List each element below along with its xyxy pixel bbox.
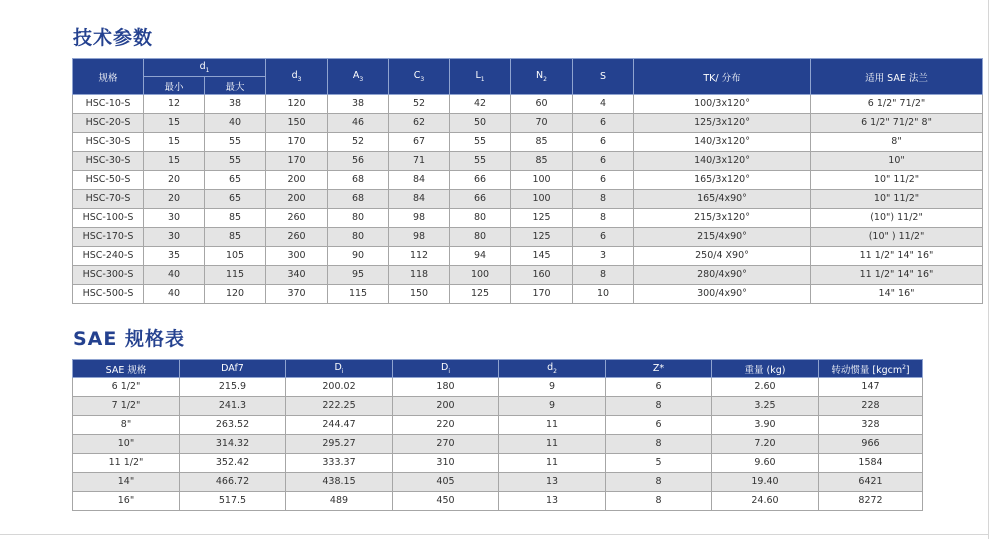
table-cell: 140/3x120° [634,133,811,152]
table-cell: 66 [450,171,511,190]
table-cell: 328 [819,416,923,435]
table-cell: 145 [511,247,573,266]
table-cell: 6421 [819,473,923,492]
table-row [73,228,983,247]
table-cell: 450 [393,492,499,511]
table-cell: 15 [144,114,205,133]
table-cell: 8 [606,473,712,492]
table-cell: 71 [389,152,450,171]
table-cell: 200 [393,397,499,416]
table-row [73,454,923,473]
header-a3: $A_3$ [328,59,389,95]
table-cell: 6 [573,133,634,152]
table-cell: 9.60 [712,454,819,473]
header-sae-spec: SAE 规格 [73,360,180,378]
table-cell: 85 [205,209,266,228]
table-cell: 30 [144,209,205,228]
table-cell: 15 [144,152,205,171]
table-cell: 295.27 [286,435,393,454]
table-cell: 120 [266,95,328,114]
table-cell: 215/3x120° [634,209,811,228]
table-cell: 1584 [819,454,923,473]
table-cell: 260 [266,209,328,228]
table-cell: (10" ) 11/2" [811,228,983,247]
table-cell: 2.60 [712,378,819,397]
table-cell: 5 [606,454,712,473]
frame-border-right [988,0,989,539]
table-cell: 30 [144,228,205,247]
table-cell: 200 [266,190,328,209]
table-cell: 38 [328,95,389,114]
table-cell: HSC-10-S [73,95,144,114]
table-cell: 100 [450,266,511,285]
table-cell: 40 [205,114,266,133]
table-row [73,397,923,416]
table-cell: 55 [450,152,511,171]
header-n2: $N_2$ [511,59,573,95]
table-cell: 6 [573,171,634,190]
table-cell: HSC-500-S [73,285,144,304]
table-row [73,473,923,492]
table-cell: 100 [511,190,573,209]
table-cell: 370 [266,285,328,304]
table-cell: 115 [205,266,266,285]
table-cell: 160 [511,266,573,285]
table-row [73,435,923,454]
table-cell: 80 [328,209,389,228]
table-cell: 6 [606,378,712,397]
table-cell: 90 [328,247,389,266]
table-cell: 270 [393,435,499,454]
table-cell: 94 [450,247,511,266]
header-model: 规格 [73,59,144,95]
table-cell: 3 [573,247,634,266]
table-cell: 95 [328,266,389,285]
table-cell: 13 [499,492,606,511]
table-cell: 20 [144,171,205,190]
table-cell: 150 [389,285,450,304]
table-cell: 55 [205,152,266,171]
table-cell: 314.32 [180,435,286,454]
table-cell: 11 [499,435,606,454]
table-cell: 10" [811,152,983,171]
table-cell: 11 [499,416,606,435]
table-cell: 150 [266,114,328,133]
table-cell: 24.60 [712,492,819,511]
table-cell: HSC-170-S [73,228,144,247]
table-cell: 100/3x120° [634,95,811,114]
frame-border-bottom [0,534,989,535]
header-z: Z* [606,360,712,378]
table-row [73,114,983,133]
tech-header-row [73,59,983,77]
table-cell: 260 [266,228,328,247]
table-cell: (10") 11/2" [811,209,983,228]
table-row [73,266,983,285]
header-weight: 重量 (kg) [712,360,819,378]
header-d1-max: 最大 [205,77,266,95]
table-cell: 46 [328,114,389,133]
table-cell: 3.25 [712,397,819,416]
table-cell: 8 [573,209,634,228]
table-cell: 10" 11/2" [811,190,983,209]
table-cell: 19.40 [712,473,819,492]
table-cell: 125 [511,228,573,247]
table-cell: 56 [328,152,389,171]
table-cell: 170 [266,152,328,171]
table-cell: 263.52 [180,416,286,435]
header-daf7: DAf7 [180,360,286,378]
table-cell: 228 [819,397,923,416]
table-cell: 80 [328,228,389,247]
table-cell: 80 [450,209,511,228]
table-cell: 200.02 [286,378,393,397]
table-cell: 222.25 [286,397,393,416]
table-cell: 170 [266,133,328,152]
header-flange: 适用 SAE 法兰 [811,59,983,95]
table-cell: 165/4x90° [634,190,811,209]
table-cell: 60 [511,95,573,114]
table-cell: 68 [328,171,389,190]
table-cell: 13 [499,473,606,492]
header-d1-min: 最小 [144,77,205,95]
table-cell: 170 [511,285,573,304]
table-cell: 8" [73,416,180,435]
table-cell: 220 [393,416,499,435]
table-cell: 125 [511,209,573,228]
table-cell: 6 [573,228,634,247]
table-cell: 66 [450,190,511,209]
table-cell: 20 [144,190,205,209]
table-cell: 84 [389,171,450,190]
tech-params-title: 技术参数 [73,27,154,49]
table-cell: 65 [205,190,266,209]
table-cell: 241.3 [180,397,286,416]
table-cell: 8 [606,435,712,454]
table-cell: 8 [606,397,712,416]
table-cell: 6 1/2" [73,378,180,397]
table-cell: 147 [819,378,923,397]
table-cell: 70 [511,114,573,133]
table-cell: 40 [144,285,205,304]
table-cell: 6 [606,416,712,435]
table-cell: 11 1/2" [73,454,180,473]
table-cell: 8272 [819,492,923,511]
table-cell: 100 [511,171,573,190]
table-cell: 10" [73,435,180,454]
table-cell: HSC-20-S [73,114,144,133]
table-cell: 300/4x90° [634,285,811,304]
table-cell: 11 1/2" 14" 16" [811,247,983,266]
table-cell: 105 [205,247,266,266]
header-inertia: 转动惯量 [kgcm$^2$] [819,360,923,378]
header-di-2: $D_i$ [393,360,499,378]
table-cell: 8 [606,492,712,511]
table-cell: 38 [205,95,266,114]
table-cell: 112 [389,247,450,266]
table-cell: 6 1/2" 71/2" [811,95,983,114]
table-cell: 300 [266,247,328,266]
table-cell: 84 [389,190,450,209]
table-cell: HSC-30-S [73,152,144,171]
table-cell: 115 [328,285,389,304]
table-cell: 405 [393,473,499,492]
table-cell: 11 1/2" 14" 16" [811,266,983,285]
header-d1: $d_1$ [144,59,266,77]
table-cell: 6 [573,152,634,171]
table-row [73,133,983,152]
table-cell: 120 [205,285,266,304]
table-cell: 40 [144,266,205,285]
table-cell: HSC-240-S [73,247,144,266]
tech-params-table [72,58,983,304]
table-cell: 333.37 [286,454,393,473]
table-cell: HSC-300-S [73,266,144,285]
table-cell: 50 [450,114,511,133]
table-cell: 55 [205,133,266,152]
table-cell: 85 [511,133,573,152]
table-row [73,416,923,435]
sae-spec-table [72,359,923,511]
table-cell: HSC-30-S [73,133,144,152]
table-cell: 14" 16" [811,285,983,304]
table-cell: HSC-50-S [73,171,144,190]
table-cell: 7.20 [712,435,819,454]
header-s: S [573,59,634,95]
table-cell: 215.9 [180,378,286,397]
header-di-1: $D_i$ [286,360,393,378]
table-cell: 125 [450,285,511,304]
table-cell: 200 [266,171,328,190]
table-cell: 352.42 [180,454,286,473]
table-row [73,190,983,209]
table-row [73,378,923,397]
table-cell: 68 [328,190,389,209]
table-cell: 85 [205,228,266,247]
table-cell: 6 1/2" 71/2" 8" [811,114,983,133]
table-cell: 215/4x90° [634,228,811,247]
table-cell: 8" [811,133,983,152]
table-cell: 180 [393,378,499,397]
table-cell: 3.90 [712,416,819,435]
table-cell: 966 [819,435,923,454]
table-cell: 6 [573,114,634,133]
table-cell: 67 [389,133,450,152]
table-cell: 438.15 [286,473,393,492]
table-row [73,171,983,190]
table-cell: 10" 11/2" [811,171,983,190]
table-cell: 140/3x120° [634,152,811,171]
table-cell: 340 [266,266,328,285]
table-cell: 125/3x120° [634,114,811,133]
table-cell: 8 [573,190,634,209]
table-cell: 489 [286,492,393,511]
table-cell: 52 [328,133,389,152]
table-cell: 280/4x90° [634,266,811,285]
table-cell: 8 [573,266,634,285]
table-cell: 9 [499,397,606,416]
table-cell: 98 [389,228,450,247]
table-cell: 11 [499,454,606,473]
table-cell: 62 [389,114,450,133]
table-row [73,95,983,114]
table-cell: 16" [73,492,180,511]
table-cell: 15 [144,133,205,152]
header-c3: $C_3$ [389,59,450,95]
table-cell: 80 [450,228,511,247]
table-cell: 118 [389,266,450,285]
table-cell: HSC-70-S [73,190,144,209]
table-cell: 14" [73,473,180,492]
sae-header-row [73,360,923,378]
table-row [73,209,983,228]
header-l1: $L_1$ [450,59,511,95]
table-cell: 65 [205,171,266,190]
table-cell: HSC-100-S [73,209,144,228]
table-cell: 42 [450,95,511,114]
table-cell: 12 [144,95,205,114]
table-cell: 10 [573,285,634,304]
sae-spec-title: SAE 规格表 [73,328,185,350]
table-cell: 52 [389,95,450,114]
table-cell: 250/4 X90° [634,247,811,266]
table-cell: 85 [511,152,573,171]
table-cell: 98 [389,209,450,228]
table-cell: 244.47 [286,416,393,435]
table-cell: 4 [573,95,634,114]
header-d3: $d_3$ [266,59,328,95]
table-cell: 466.72 [180,473,286,492]
table-cell: 35 [144,247,205,266]
table-row [73,492,923,511]
table-cell: 517.5 [180,492,286,511]
table-cell: 9 [499,378,606,397]
table-cell: 310 [393,454,499,473]
table-row [73,247,983,266]
header-tk: TK/ 分布 [634,59,811,95]
table-row [73,152,983,171]
table-row [73,285,983,304]
table-cell: 55 [450,133,511,152]
header-d2: $d_2$ [499,360,606,378]
table-cell: 165/3x120° [634,171,811,190]
table-cell: 7 1/2" [73,397,180,416]
